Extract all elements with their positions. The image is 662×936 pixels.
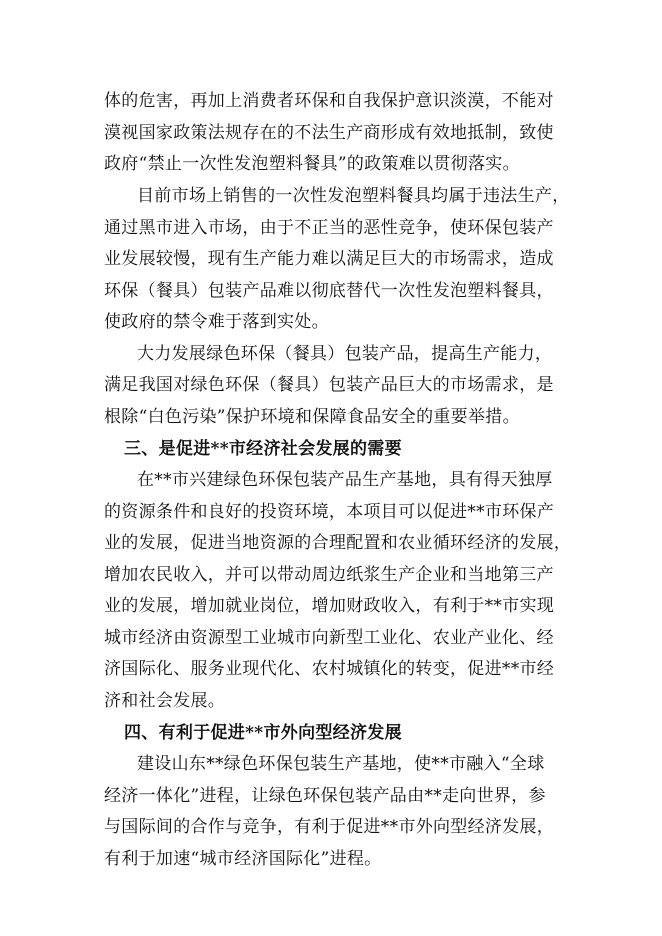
text-line: 政府“禁止一次性发泡塑料餐具”的政策难以贯彻落实。 xyxy=(104,154,520,174)
text-line: 满足我国对绿色环保（餐具）包装产品巨大的市场需求，是 xyxy=(104,375,554,395)
text-line: 根除“白色污染”保护环境和保障食品安全的重要举措。 xyxy=(104,407,520,427)
text-line: 业的发展，促进当地资源的合理配置和农业循环经济的发展， xyxy=(104,533,572,553)
text-line: 与国际间的合作与竞争，有利于促进**市外向型经济发展， xyxy=(104,817,555,837)
text-line: 体的危害，再加上消费者环保和自我保护意识淡漠，不能对 xyxy=(104,91,554,111)
paragraph-first-line: 大力发展绿色环保（餐具）包装产品，提高生产能力， xyxy=(137,344,553,364)
text-line: 济国际化、服务业现代化、农村城镇化的转变，促进**市经 xyxy=(104,659,555,679)
paragraph-first-line: 目前市场上销售的一次性发泡塑料餐具均属于违法生产， xyxy=(137,186,570,206)
text-line: 业的发展，增加就业岗位，增加财政收入，有利于**市实现 xyxy=(104,596,555,616)
section-heading: 三、是促进**市经济社会发展的需要 xyxy=(124,439,402,459)
text-line: 济和社会发展。 xyxy=(104,691,226,711)
text-line: 漠视国家政策法规存在的不法生产商形成有效地抵制，致使 xyxy=(104,123,554,143)
text-line: 的资源条件和良好的投资环境，本项目可以促进**市环保产 xyxy=(104,502,555,522)
text-line: 业发展较慢，现有生产能力难以满足巨大的市场需求，造成 xyxy=(104,249,554,269)
text-line: 使政府的禁令难于落到实处。 xyxy=(104,312,329,332)
paragraph-first-line: 建设山东**绿色环保包装生产基地，使**市融入“全球 xyxy=(137,754,545,774)
text-line: 增加农民收入，并可以带动周边纸浆生产企业和当地第三产 xyxy=(104,565,554,585)
text-line: 环保（餐具）包装产品难以彻底替代一次性发泡塑料餐具， xyxy=(104,281,554,301)
text-line: 通过黑市进入市场，由于不正当的恶性竞争，使环保包装产 xyxy=(104,218,554,238)
section-heading: 四、有利于促进**市外向型经济发展 xyxy=(124,723,402,743)
text-line: 经济一体化”进程，让绿色环保包装产品由**走向世界，参 xyxy=(104,786,546,806)
text-line: 有利于加速“城市经济国际化”进程。 xyxy=(104,849,382,869)
paragraph-first-line: 在**市兴建绿色环保包装产品生产基地，具有得天独厚 xyxy=(137,470,553,490)
text-line: 城市经济由资源型工业城市向新型工业化、农业产业化、经 xyxy=(104,628,554,648)
